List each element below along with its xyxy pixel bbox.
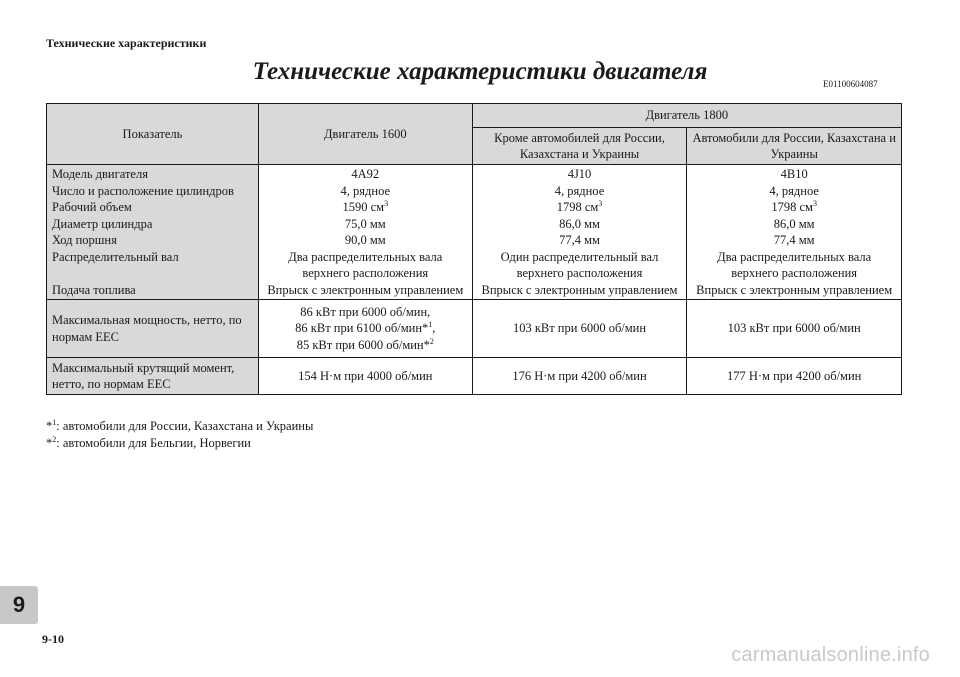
displacement: 1590 $см^3$	[342, 198, 389, 214]
superscript: 3	[812, 198, 817, 208]
cylinders: 4, рядное	[769, 183, 819, 198]
footnote: *$^2$: автомобили для Бельгии, Норвегии	[46, 434, 251, 450]
spec-label: Ход поршня	[52, 233, 117, 247]
fuel-supply: Впрыск с электронным управлением	[481, 282, 678, 297]
power-line: 85 кВт при 6000 об/мин*$^2$	[296, 336, 434, 352]
displacement: 1798 $см^3$	[771, 198, 817, 214]
superscript: 3	[384, 198, 389, 208]
header-engine-1800: Двигатель 1800	[472, 104, 901, 128]
superscript: 1	[52, 417, 57, 427]
header-row-1	[47, 104, 902, 128]
spec-values-1600	[258, 165, 472, 300]
camshaft: Два распределительных вала верхнего расположения	[288, 249, 443, 280]
table-row-specs	[47, 165, 902, 300]
header-engine-1600: Двигатель 1600	[258, 104, 472, 165]
spec-label: Распределительный вал	[52, 249, 179, 264]
document-code: E01100604087	[823, 79, 878, 89]
spec-label-spacer	[52, 265, 253, 282]
page-number: 9-10	[42, 632, 64, 646]
spec-label: Подача топлива	[52, 282, 136, 297]
engine-model: 4J10	[567, 167, 592, 181]
chapter-tab: 9	[0, 586, 38, 624]
stroke: 77,4 мм	[559, 233, 600, 247]
cylinders: 4, рядное	[340, 183, 391, 198]
spec-label: Рабочий объем	[52, 200, 132, 214]
table-row-power	[47, 300, 902, 358]
header-1800-other: Кроме автомобилей для России, Казахстана и Украины	[472, 128, 687, 165]
page-title: Технические характеристики двигателя	[252, 58, 708, 85]
bore: 86,0 мм	[773, 216, 815, 231]
spec-values-1800-ru	[687, 165, 902, 300]
header-1800-ru: Автомобили для России, Казахстана и Украины	[687, 128, 902, 165]
superscript: 3	[598, 198, 603, 208]
spec-labels-cell	[47, 165, 259, 300]
superscript: 2	[52, 434, 57, 444]
engine-spec-table	[46, 103, 902, 395]
torque-1800-other: 176 Н·м при 4200 об/мин	[472, 358, 687, 395]
engine-model: 4B10	[780, 167, 808, 181]
watermark: carmanualsonline.info	[731, 644, 930, 666]
camshaft: Два распределительных вала верхнего расположения	[717, 249, 872, 280]
power-1800-ru: 103 кВт при 6000 об/мин	[687, 300, 902, 358]
footnotes	[46, 418, 313, 452]
stroke: 77,4 мм	[773, 233, 815, 247]
spec-label: Число и расположение цилиндров	[52, 183, 234, 198]
spec-values-1800-other	[472, 165, 687, 300]
superscript: 2	[429, 336, 434, 346]
engine-model: 4A92	[351, 167, 380, 181]
torque-label: Максимальный крутящий момент, нетто, по нормам EEC	[47, 358, 259, 395]
bore: 86,0 мм	[559, 216, 600, 231]
camshaft: Один распределительный вал верхнего расположения	[500, 249, 659, 280]
power-1600	[258, 300, 472, 358]
torque-1600: 154 Н·м при 4000 об/мин	[258, 358, 472, 395]
header-param: Показатель	[47, 104, 259, 165]
power-1800-other: 103 кВт при 6000 об/мин	[472, 300, 687, 358]
fuel-supply: Впрыск с электронным управлением	[696, 282, 893, 297]
stroke: 90,0 мм	[344, 233, 386, 247]
spec-label: Диаметр цилиндра	[52, 216, 153, 231]
table-row-torque	[47, 358, 902, 395]
power-line: 86 кВт при 6000 об/мин,	[300, 304, 431, 319]
power-label: Максимальная мощность, нетто, по нормам EEC	[47, 300, 259, 358]
section-header: Технические характеристики	[46, 36, 207, 50]
bore: 75,0 мм	[344, 216, 386, 231]
footnote: *$^1$: автомобили для России, Казахстана и Украины	[46, 417, 314, 433]
displacement: 1798 $см^3$	[556, 198, 603, 214]
superscript: 1	[428, 320, 433, 330]
spec-label: Модель двигателя	[52, 167, 148, 181]
torque-1800-ru: 177 Н·м при 4200 об/мин	[687, 358, 902, 395]
fuel-supply: Впрыск с электронным управлением	[267, 282, 464, 297]
power-line: 86 кВт при 6100 об/мин*$^1$,	[295, 320, 436, 336]
cylinders: 4, рядное	[554, 183, 605, 198]
